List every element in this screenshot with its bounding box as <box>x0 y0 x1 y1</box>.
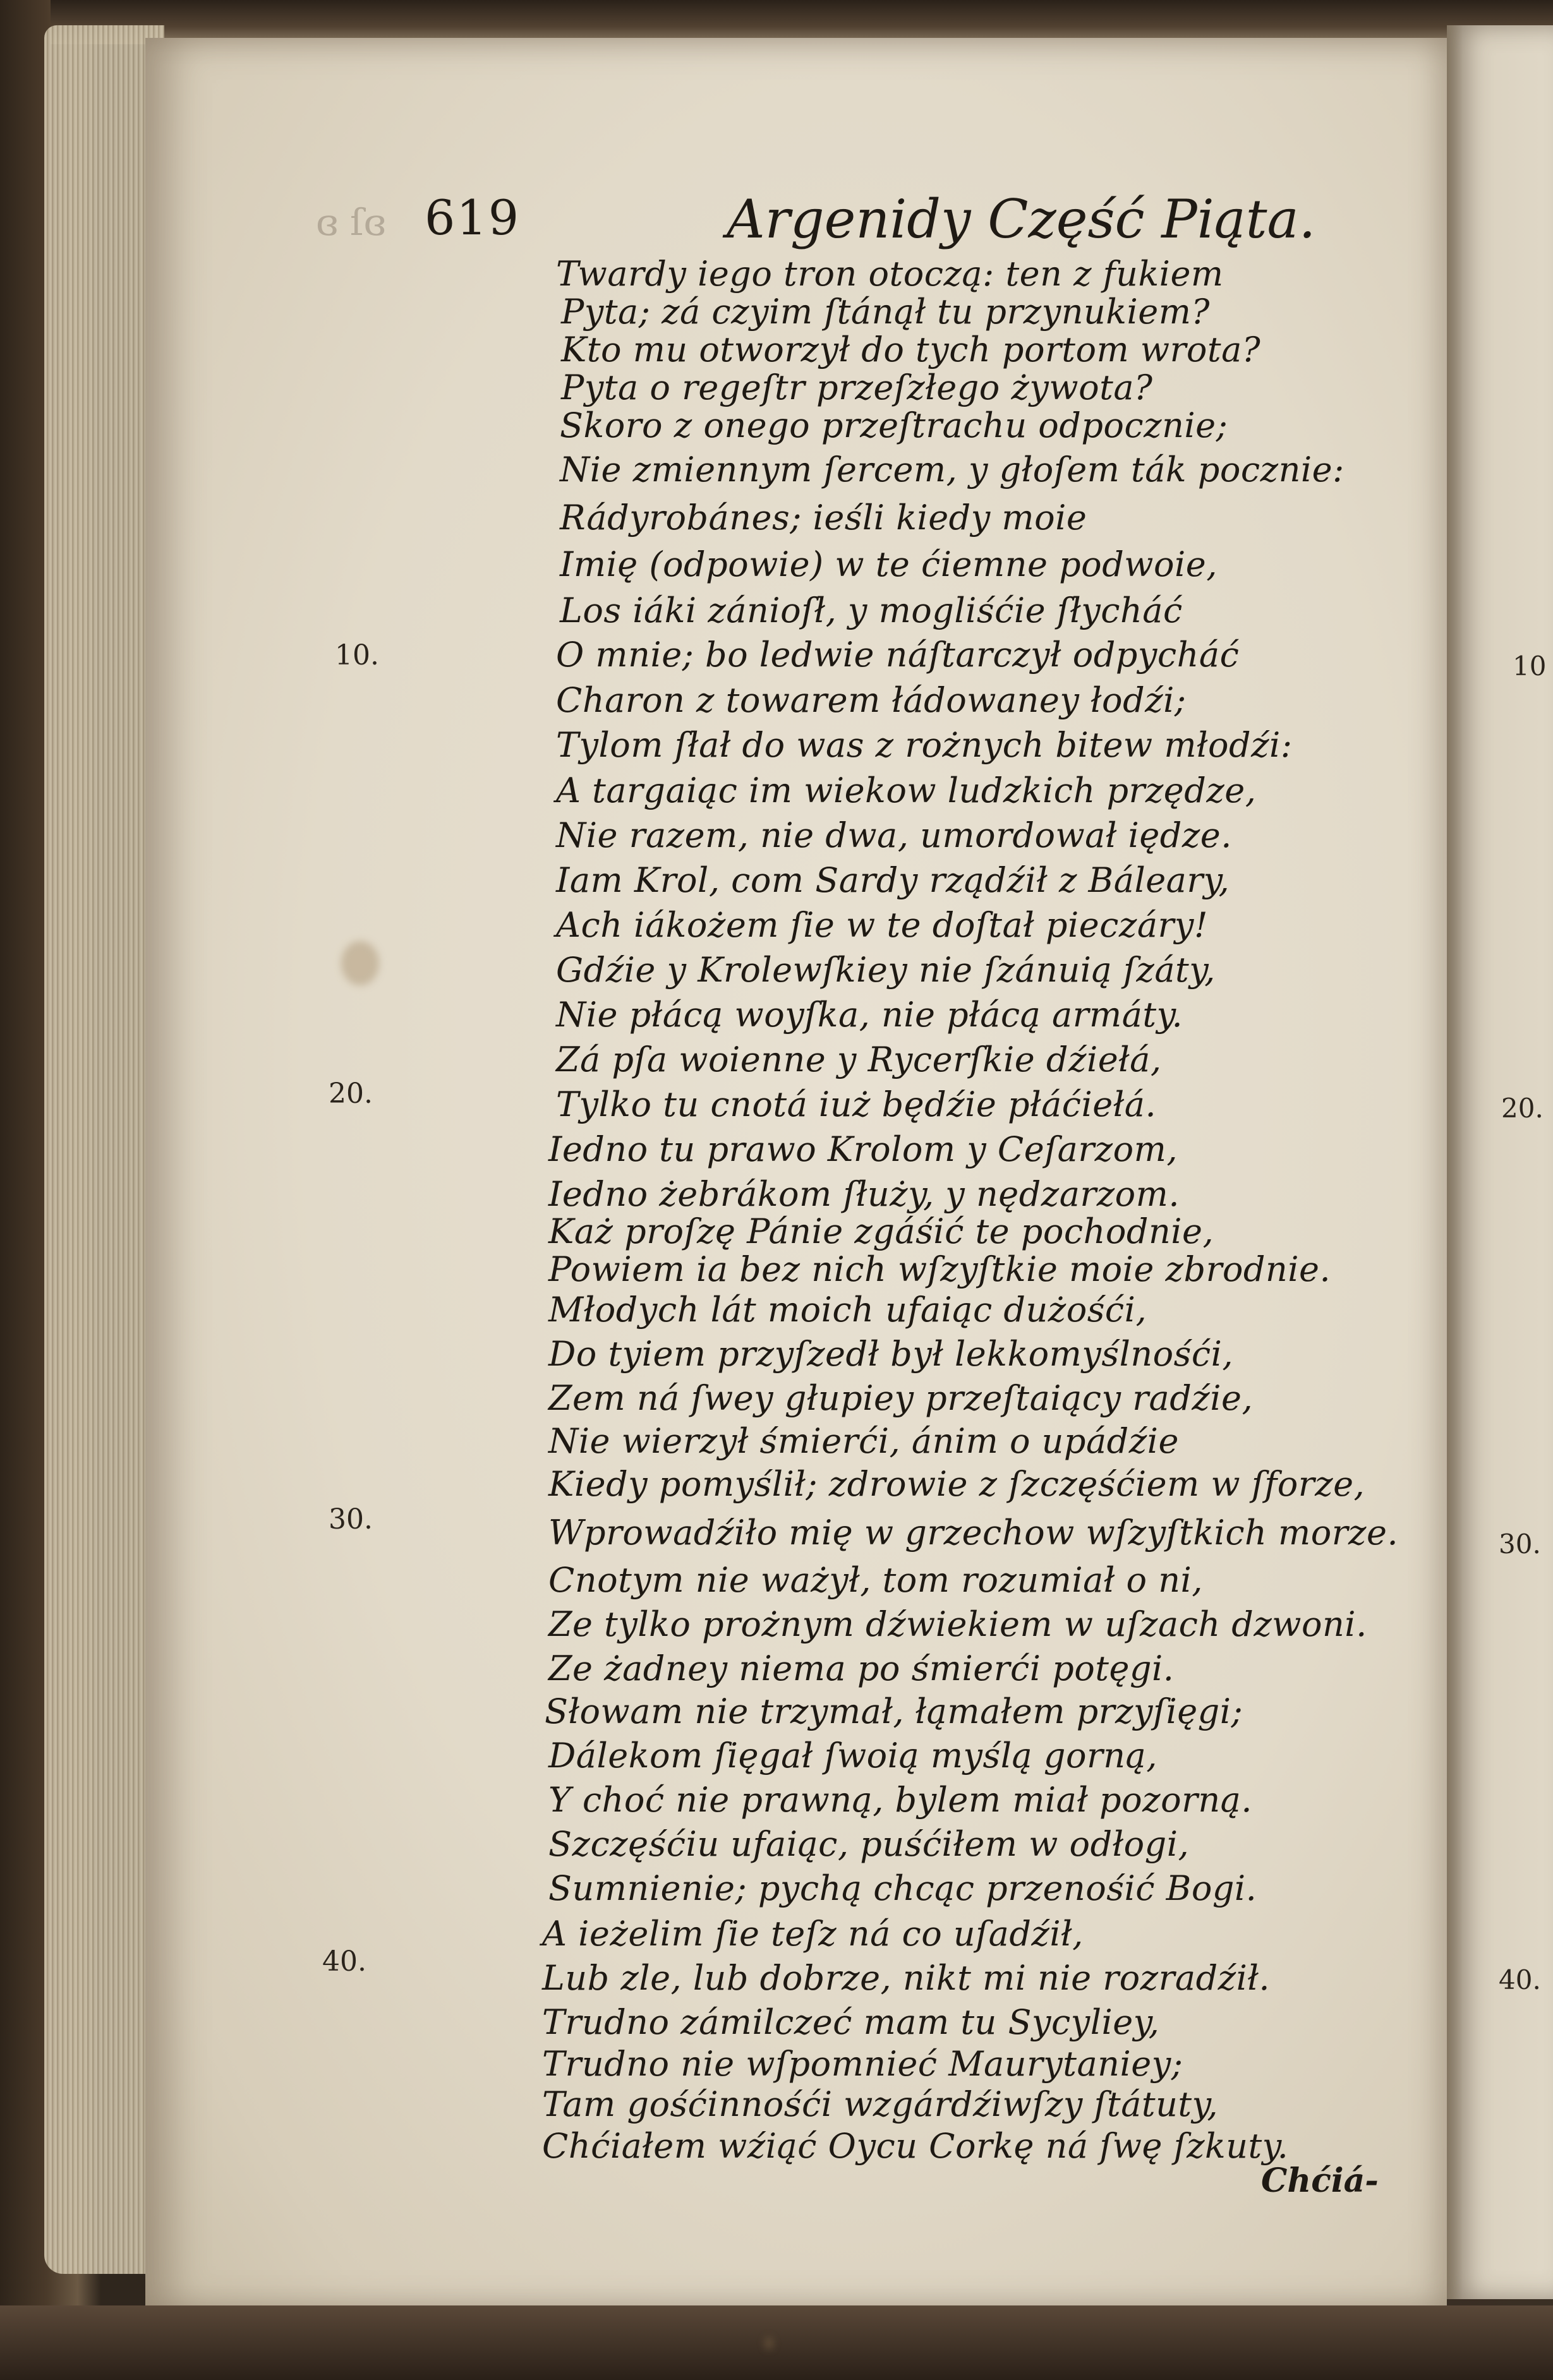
verse-line-5: Skoro z onego przeſtrachu odpocznie; <box>560 406 1228 445</box>
verse-line-8: Imię (odpowie) w te ćiemne podwoie, <box>560 544 1218 584</box>
verse-line-19: Zá pſa woienne y Rycerſkie dźiełá, <box>556 1040 1162 1079</box>
verse-line-13: A targaiąc im wiekow ludzkich przędze, <box>556 771 1257 810</box>
verse-line-38: Sumnienie; pychą chcąc przenośić Bogi. <box>548 1868 1257 1908</box>
verse-line-17: Gdźie y Krolewſkiey nie ſzánuią ſzáty, <box>556 950 1216 990</box>
catchword: Chćiá- <box>1261 2161 1379 2200</box>
page-number: 619 <box>425 189 521 246</box>
verse-line-11: Charon z towarem łádowaney łodźi; <box>556 680 1187 720</box>
verse-line-4: Pyta o regeſtr przeſzłego żywota? <box>561 368 1153 407</box>
verse-line-6: Nie zmiennym ſercem, y głoſem ták pocznie: <box>560 450 1345 490</box>
verse-line-31: Cnotym nie ważył, tom rozumiał o ni, <box>548 1560 1203 1600</box>
line-number-40: 40. <box>322 1945 366 1978</box>
verse-line-44: Chćiałem wźiąć Oycu Corkę ná ſwę ſzkuty. <box>542 2126 1289 2166</box>
verse-line-1: Twardy iego tron otoczą: ten z fukiem <box>556 254 1224 294</box>
verse-line-35: Dálekom ſięgał ſwoią myślą gorną, <box>548 1736 1157 1776</box>
verse-line-9: Los iáki zánioſł, y mogliśćie ſłycháć <box>560 591 1183 630</box>
verse-line-27: Zem ná ſwey głupiey przeſtaiący radźie, <box>548 1378 1254 1418</box>
verse-line-36: Y choć nie prawną, bylem miał pozorną. <box>548 1780 1253 1820</box>
verse-line-20: Tylko tu cnotá iuż będźie płáćiełá. <box>556 1085 1157 1124</box>
verse-line-12: Tylom ſłał do was z rożnych bitew młodźi: <box>556 725 1293 765</box>
verse-line-24: Powiem ia bez nich wſzyſtkie moie zbrodnie. <box>548 1249 1331 1289</box>
verse-line-37: Szczęśćiu ufaiąc, puśćiłem w odłogi, <box>548 1824 1190 1864</box>
verse-line-39: A ieżelim ſie teſz ná co uſadźił, <box>542 1914 1084 1954</box>
verse-line-29: Kiedy pomyślił; zdrowie z ſzczęśćiem w ſforze, <box>548 1464 1365 1504</box>
verse-line-25: Młodych lát moich ufaiąc dużośći, <box>548 1290 1147 1330</box>
verse-line-30: Wprowadźiło mię w grzechow wſzyſtkich morze. <box>548 1513 1399 1553</box>
verse-line-22: Iedno żebrákom ſłuży, y nędzarzom. <box>548 1174 1180 1214</box>
verse-line-40: Lub zle, lub dobrze, nikt mi nie rozradźił. <box>542 1958 1271 1998</box>
verse-line-26: Do tyiem przyſzedł był lekkomyślnośći, <box>548 1334 1234 1374</box>
verse-line-18: Nie płácą woyſka, nie płácą armáty. <box>556 995 1183 1035</box>
facing-page-number-20: 20. <box>1501 1093 1544 1124</box>
running-title: Argenidy Część Piąta. <box>727 188 1316 250</box>
verse-line-42: Trudno nie wſpomnieć Maurytaniey; <box>542 2044 1183 2084</box>
show-through-mark: ɞ ſɞ <box>316 201 387 244</box>
facing-page-number-40: 40. <box>1499 1964 1541 1995</box>
facing-page-number-10: 10 <box>1513 651 1547 682</box>
verse-line-15: Iam Krol, com Sardy rządźił z Báleary, <box>556 860 1230 900</box>
verse-line-23: Każ proſzę Pánie zgáśić te pochodnie, <box>548 1211 1214 1251</box>
line-number-10: 10. <box>335 639 379 671</box>
verse-line-7: Rádyrobánes; ieśli kiedy moie <box>560 498 1087 538</box>
line-number-20: 20. <box>329 1078 373 1110</box>
verse-line-2: Pyta; zá czyim ſtánął tu przynukiem? <box>561 292 1210 332</box>
verse-line-28: Nie wierzył śmierći, ánim o upádźie <box>548 1421 1179 1461</box>
verse-line-32: Ze tylko prożnym dźwiekiem w uſzach dzwoni. <box>548 1604 1367 1644</box>
verse-line-41: Trudno zámilczeć mam tu Sycyliey, <box>542 2002 1160 2042</box>
verse-line-43: Tam gośćinnośći wzgárdźiwſzy ſtátuty, <box>542 2084 1219 2124</box>
verse-line-34: Słowam nie trzymał, łąmałem przyſięgi; <box>545 1692 1243 1731</box>
verse-line-14: Nie razem, nie dwa, umordował iędze. <box>556 815 1232 855</box>
facing-page-number-30: 30. <box>1499 1529 1541 1560</box>
verse-line-10: O mnie; bo ledwie náſtarczył odpycháć <box>556 635 1240 675</box>
verse-line-16: Ach iákożem ſie w te doſtał pieczáry! <box>556 905 1209 945</box>
verse-line-3: Kto mu otworzył do tych portom wrota? <box>561 330 1261 370</box>
verse-line-21: Iedno tu prawo Krolom y Ceſarzom, <box>548 1129 1178 1169</box>
verse-line-33: Ze żadney niema po śmierći potęgi. <box>548 1649 1175 1688</box>
line-number-30: 30. <box>329 1503 373 1536</box>
